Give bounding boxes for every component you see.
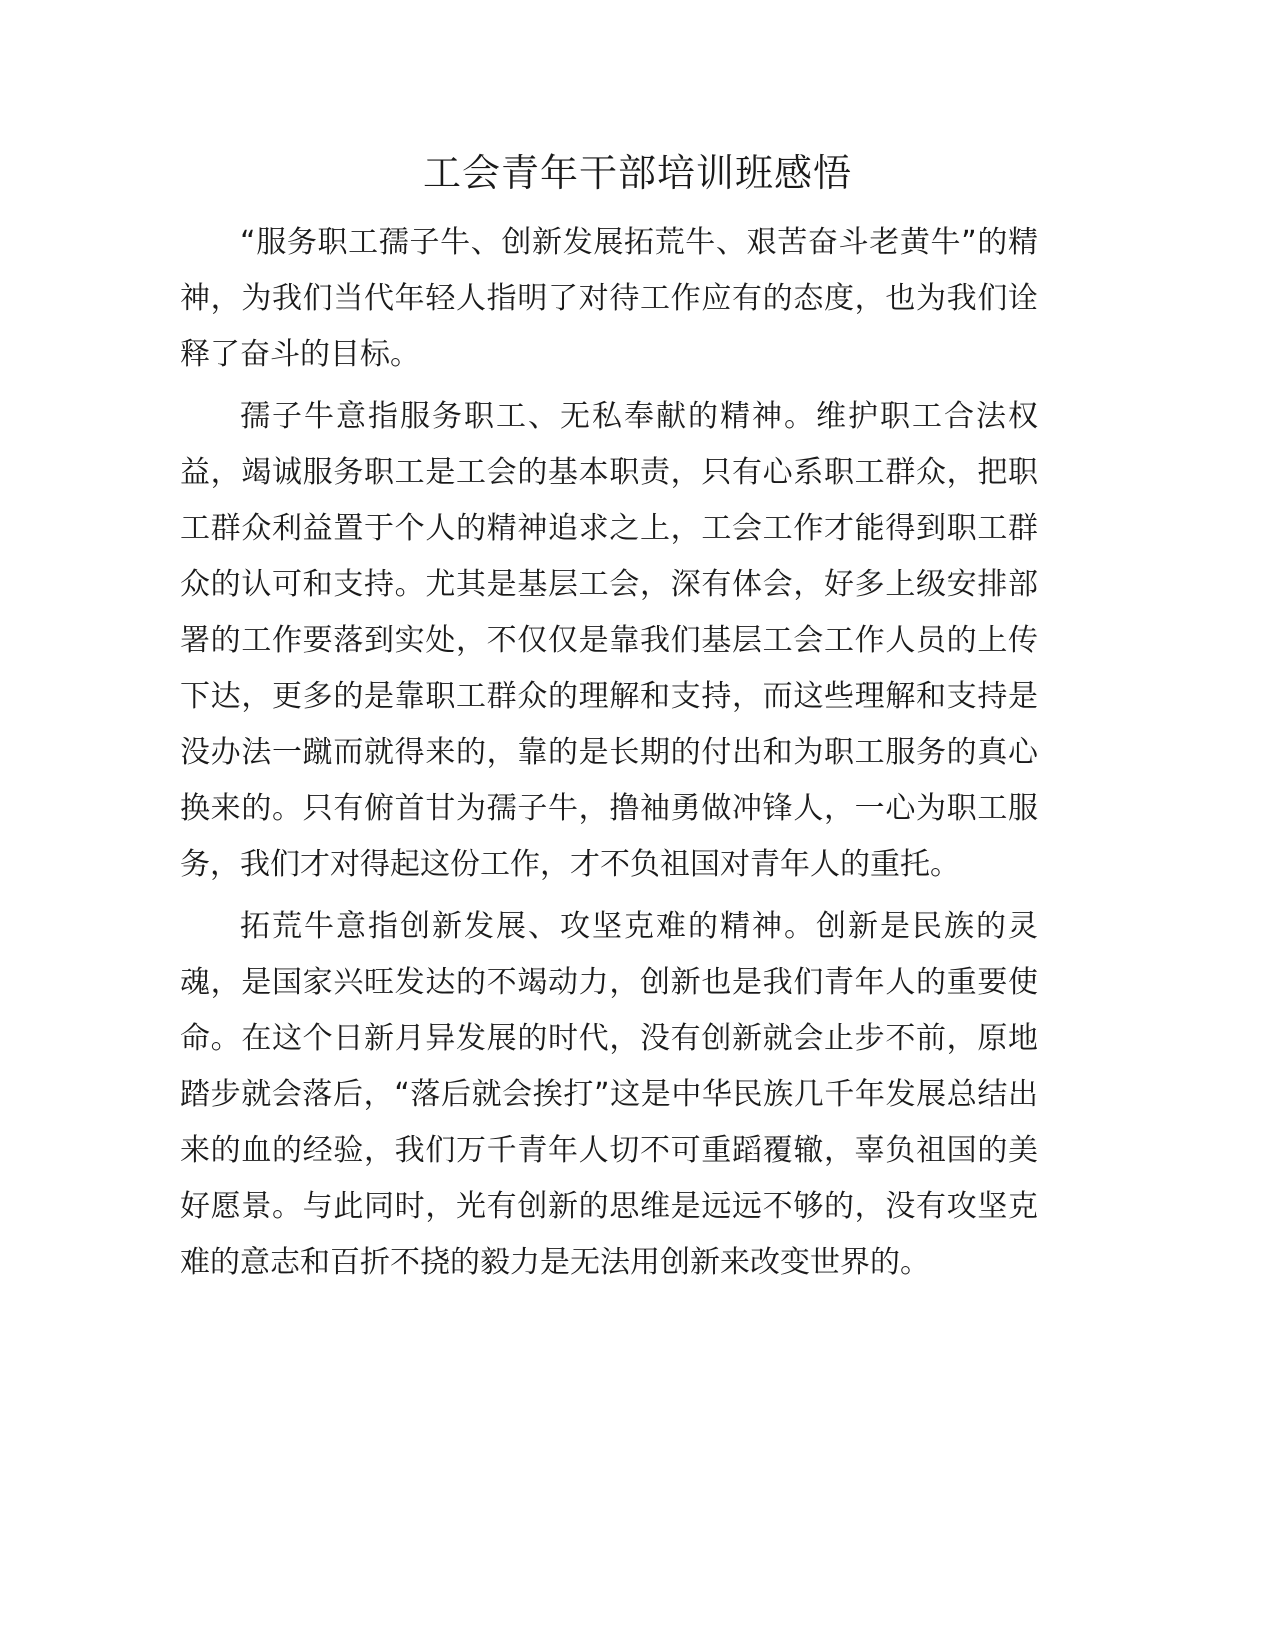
document-body bbox=[180, 215, 1038, 1297]
paragraph-ruzi-niu: 孺子牛意指服务职工、无私奉献的精神。维护职工合法权益，竭诚服务职工是工会的基本职责，只有心系职工群众，把职工群众利益置于个人的精神追求之上，工会工作才能得到职工群众的认可和支持。尤其是基层工会，深有体会，好多上级安排部署的工作要落到实处，不仅仅是靠我们基层工会工作人员的上传下达，更多的是靠职工群众的理解和支持，而这些理解和支持是没办法一蹴而就得来的，靠的是长期的付出和为职工服务的真心换来的。只有俯首甘为孺子牛，撸袖勇做冲锋人，一心为职工服务，我们才对得起这份工作，才不负祖国对青年人的重托。 bbox=[180, 399, 1038, 882]
document-title: 工会青年干部培训班感悟 bbox=[422, 151, 852, 195]
paragraph-tuohuang-niu: 拓荒牛意指创新发展、攻坚克难的精神。创新是民族的灵魂，是国家兴旺发达的不竭动力，创新也是我们青年人的重要使命。在这个日新月异发展的时代，没有创新就会止步不前，原地踏步就会落后，“落后就会挨打”这是中华民族几千年发展总结出来的血的经验，我们万千青年人切不可重蹈覆辙，辜负祖国的美好愿景。与此同时，光有创新的思维是远远不够的，没有攻坚克难的意志和百折不挠的毅力是无法用创新来改变世界的。 bbox=[180, 909, 1038, 1280]
paragraph-intro: “服务职工孺子牛、创新发展拓荒牛、艰苦奋斗老黄牛”的精神，为我们当代年轻人指明了对待工作应有的态度，也为我们诠释了奋斗的目标。 bbox=[180, 225, 1038, 372]
